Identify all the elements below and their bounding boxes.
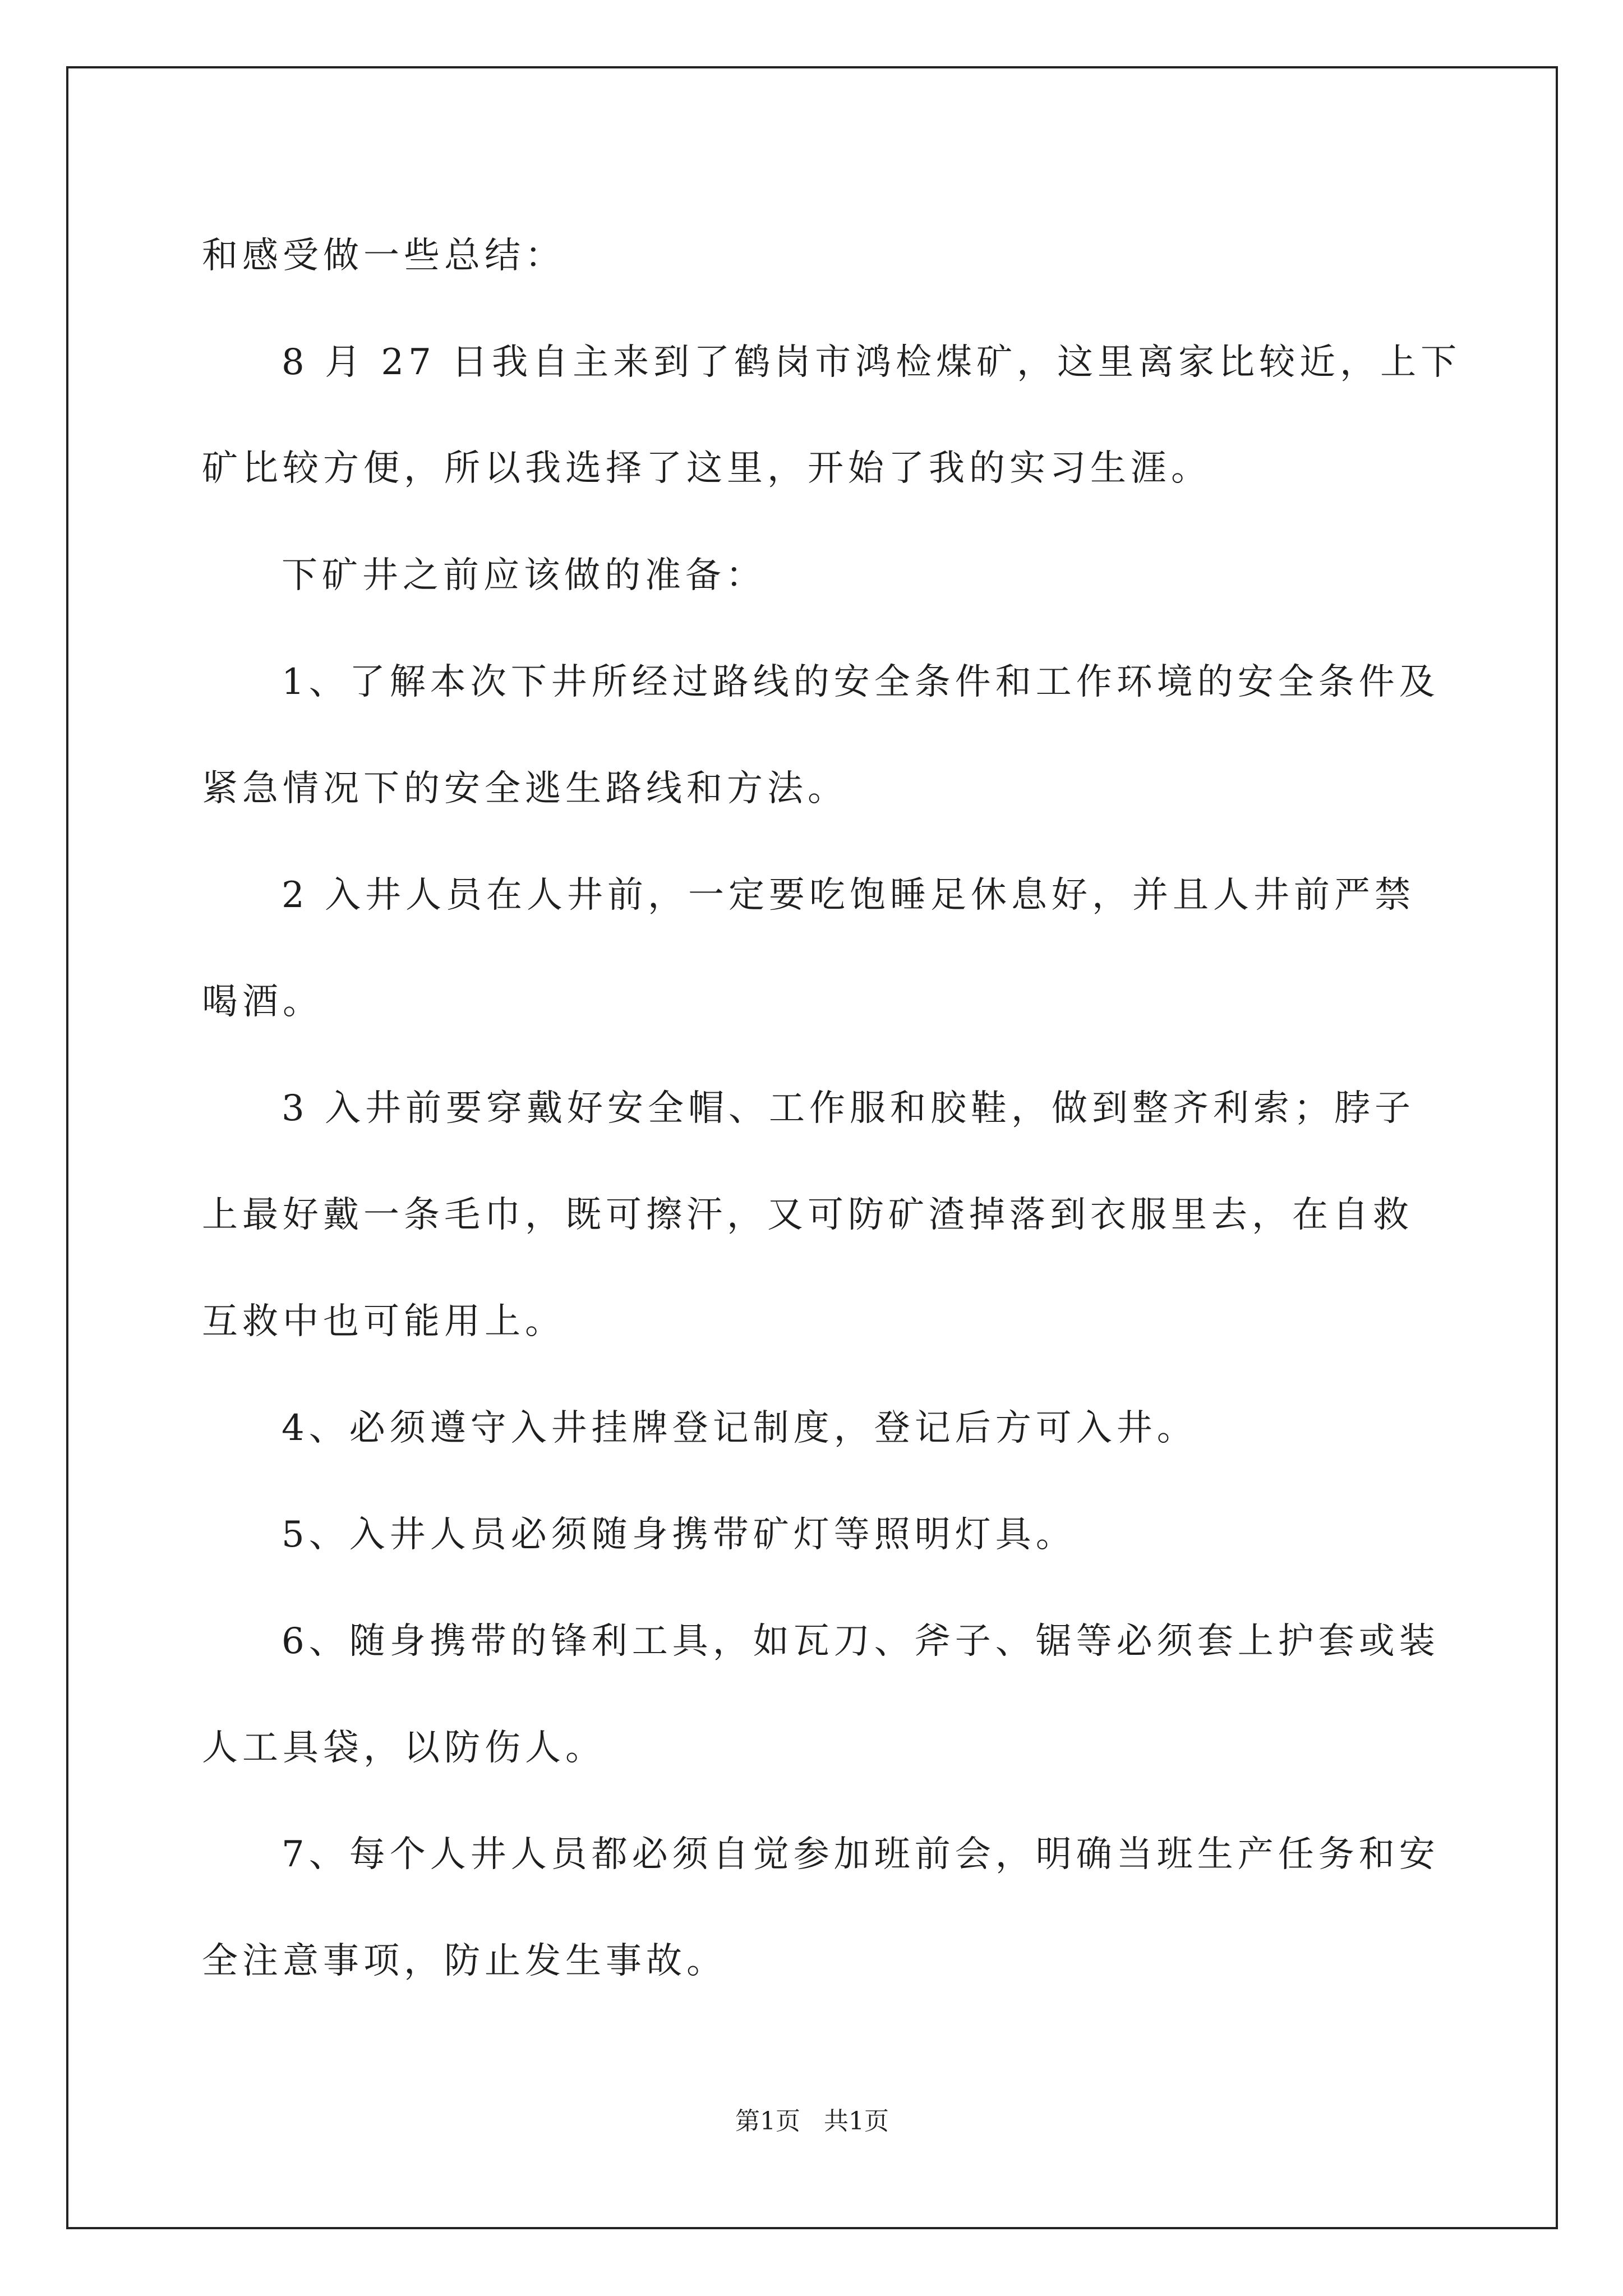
text-line: 4、必须遵守入井挂牌登记制度，登记后方可入井。 xyxy=(282,1407,1197,1449)
page-footer: 第1页 共1页 xyxy=(735,2107,889,2136)
text-line: 5、入井人员必须随身携带矿灯等照明灯具。 xyxy=(282,1514,1076,1556)
text-line: 全注意事项，防止发生事故。 xyxy=(202,1940,727,1982)
text-line: 矿比较方便，所以我选择了这里，开始了我的实习生涯。 xyxy=(202,448,1211,489)
text-line: 紧急情况下的安全逃生路线和方法。 xyxy=(202,768,848,809)
text-line: 人工具袋，以防伤人。 xyxy=(202,1727,606,1769)
text-line: 7、每个人井人员都必须自觉参加班前会，明确当班生产任务和安 xyxy=(282,1834,1440,1875)
text-line: 3 入井前要穿戴好安全帽、工作服和胶鞋，做到整齐利索；脖子 xyxy=(282,1088,1415,1129)
text-line: 互救中也可能用上。 xyxy=(202,1301,565,1342)
document-page xyxy=(66,66,1558,2229)
text-line: 1、了解本次下井所经过路线的安全条件和工作环境的安全条件及 xyxy=(282,661,1440,703)
text-line: 8 月 27 日我自主来到了鹤岗市鸿检煤矿，这里离家比较近，上下 xyxy=(282,342,1461,383)
text-line: 喝酒。 xyxy=(202,981,323,1023)
text-line: 下矿井之前应该做的准备： xyxy=(282,555,766,596)
document-body xyxy=(68,68,1556,2227)
text-line: 上最好戴一条毛巾，既可擦汗，又可防矿渣掉落到衣服里去，在自救 xyxy=(202,1194,1413,1236)
text-line: 和感受做一些总结： xyxy=(202,235,565,277)
text-line: 6、随身携带的锋利工具，如瓦刀、斧子、锯等必须套上护套或装 xyxy=(282,1621,1440,1662)
text-line: 2 入井人员在人井前，一定要吃饱睡足休息好，并且人井前严禁 xyxy=(282,875,1415,916)
